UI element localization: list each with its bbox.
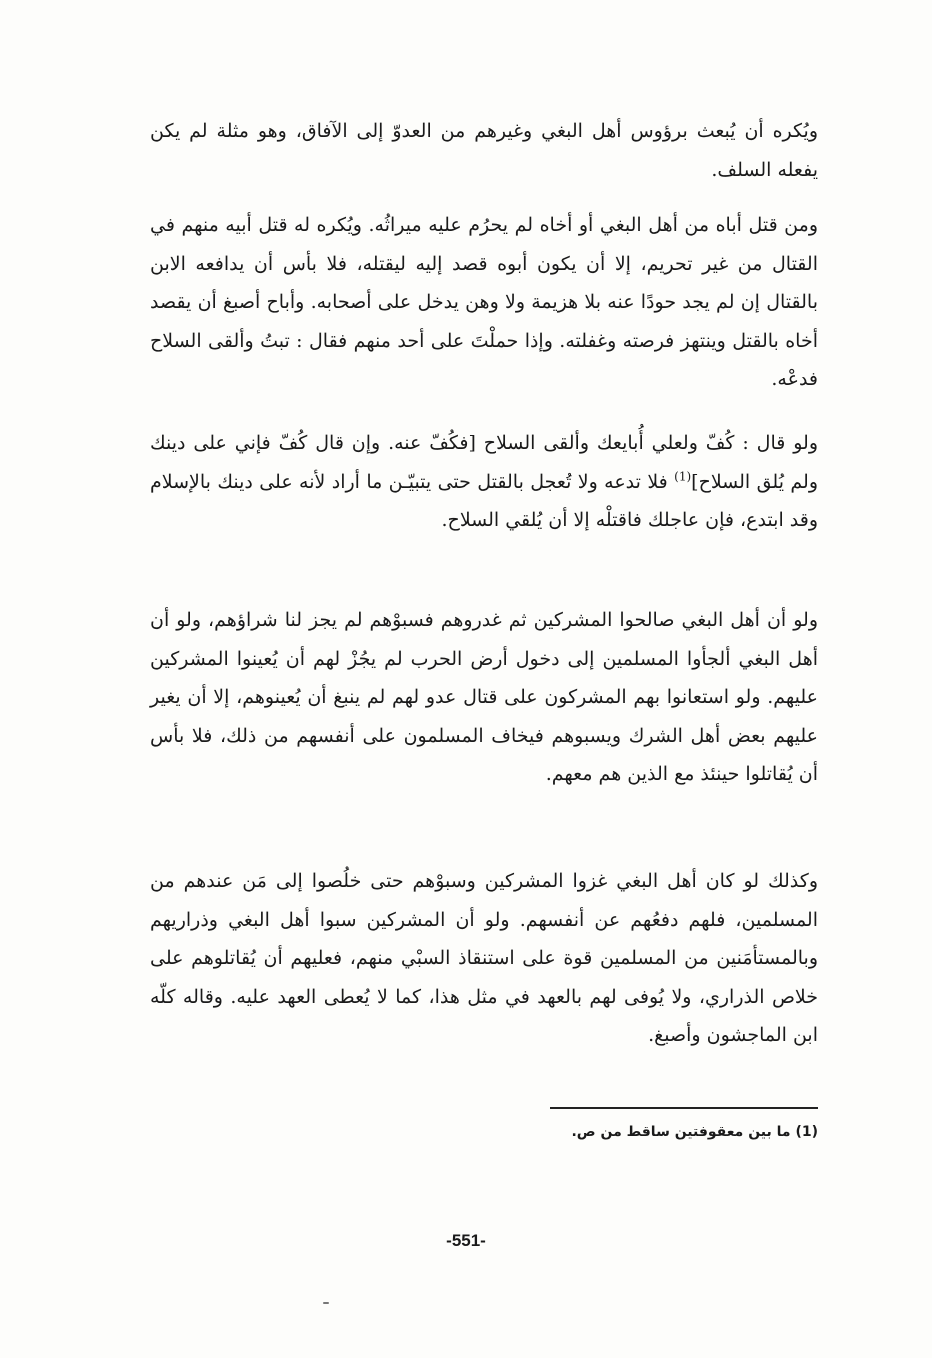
paragraph-1 <box>150 112 818 189</box>
paragraph-text: ولو أن أهل البغي صالحوا المشركين ثم غدروهم فسبوْهم لم يجز لنا شراؤهم، ولو أن أهل البغي ألجأوا المسلمين إلى دخول أرض الحرب لم يجُزْ لهم أن يُعينوا المشركين عليهم. ولو استعانوا بهم المشركون على قتال عدو لهم لم ينبغ أن يُعينوهم، إلا أن يغير عليهم بعض أهل الشرك ويسبوهم فيخاف المسلمون على أنفسهم من ذلك، فلا بأس أن يُقاتلوا حينئذ مع الذين هم معهم. <box>150 609 818 785</box>
paragraph-text: ومن قتل أباه من أهل البغي أو أخاه لم يحرُم عليه ميراثُه. ويُكره له قتل أبيه منهم في القتال من غير تحريم، إلا أن يكون أبوه قصد إليه ليقتله، فلا بأس أن يدافعه الابن بالقتال إن لم يجد حودًا عنه بلا هزيمة ولا وهن يدخل على أصحابه. وأباح أصبغ أن يقصد أخاه بالقتل وينتهز فرصته وغفلته. وإذا حملْتَ على أحد منهم فقال : تبتُ وألقى السلاح فدعْه. <box>150 214 818 390</box>
paragraph-text <box>150 424 818 540</box>
paragraph-5 <box>150 862 818 1055</box>
paragraph-3 <box>150 424 818 540</box>
paragraph-4 <box>150 601 818 794</box>
paragraph-text-before: ولو قال : كُفّ ولعلي أُبايعك وألقى السلاح [فكُفّ عنه. وإن قال كُفّ فإني على دينك ولم يُلق السلاح] <box>150 432 818 493</box>
footnote-marker: (1) <box>674 469 692 484</box>
page-number: -551- <box>446 1231 486 1250</box>
paragraph-text-after: فلا تدعه ولا تُعجل بالقتل حتى يتبيّـن ما أراد لأنه على دينك بالإسلام وقد ابتدع، فإن عاجلك فاقتلْه إلا أن يُلقي السلاح. <box>150 470 818 531</box>
footnote: (1) ما بين معقوفتين ساقط من ص. <box>571 1124 818 1140</box>
paragraph-2 <box>150 206 818 399</box>
scan-speck <box>323 1302 329 1304</box>
paragraph-text: وكذلك لو كان أهل البغي غزوا المشركين وسبوْهم حتى خلُصوا إلى مَن عندهم من المسلمين، فلهم دفعُهم عن أنفسهم. ولو أن المشركين سبوا أهل البغي وذراريهم وبالمستأمَنين من المسلمين قوة على استنقاذ السبْي منهم، فعليهم أن يُقاتلوهم على خلاص الذراري، ولا يُوفى لهم بالعهد في مثل هذا، كما لا يُعطى العهد عليه. وقاله كلّه ابن الماجشون وأصبغ. <box>150 870 818 1046</box>
footnote-separator <box>550 1107 818 1109</box>
paragraph-text: ويُكره أن يُبعث برؤوس أهل البغي وغيرهم من العدوّ إلى الآفاق، وهو مثلة لم يكن يفعله السلف. <box>150 120 818 181</box>
